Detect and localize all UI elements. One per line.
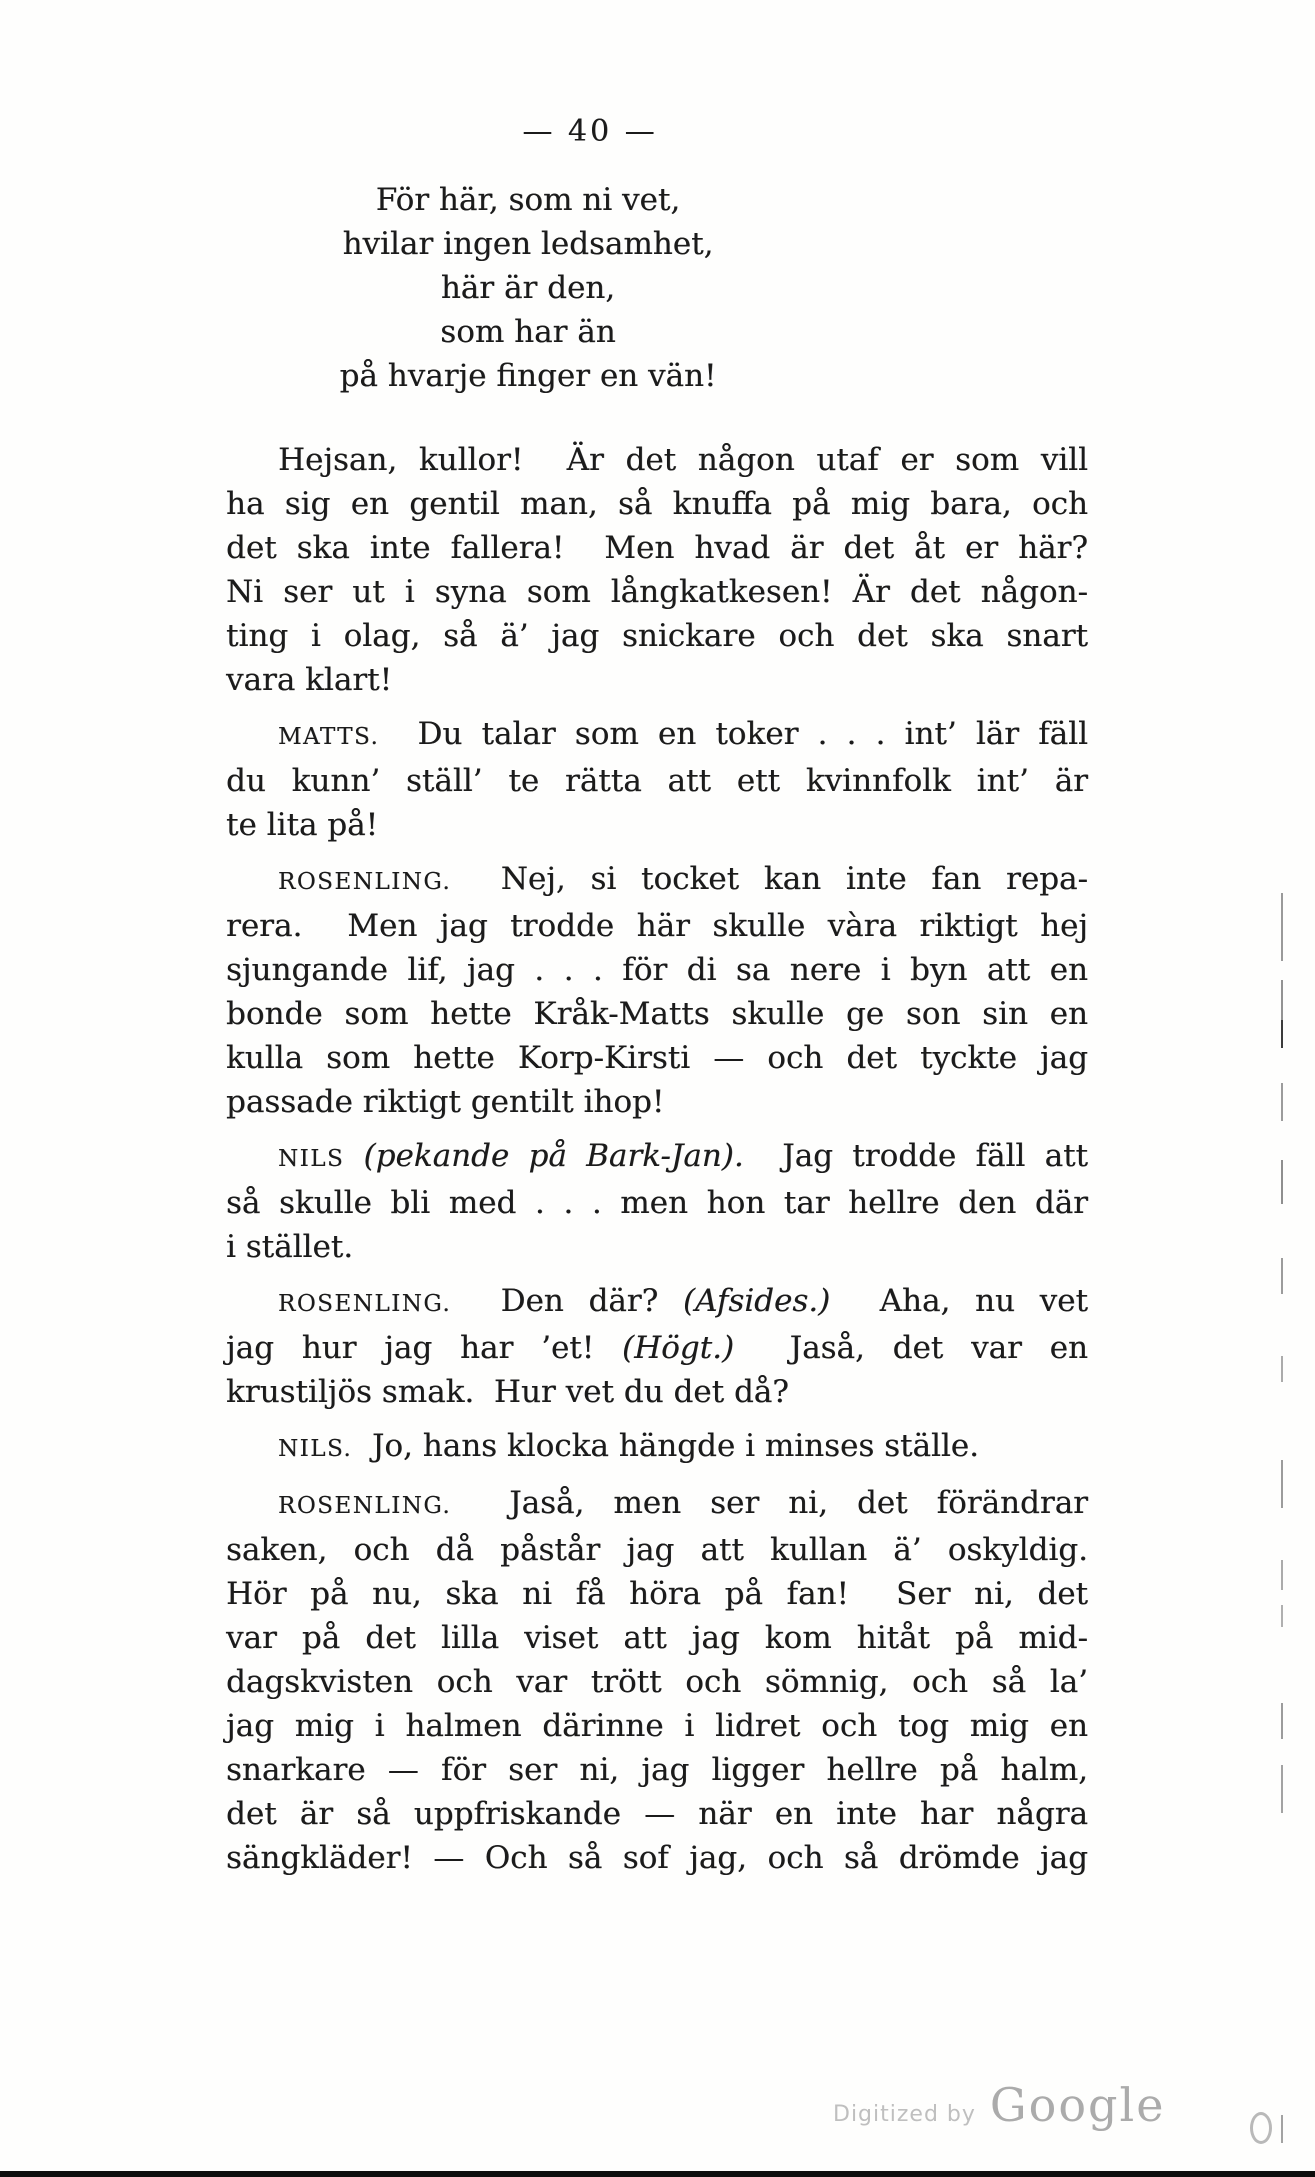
scan-edge-bar xyxy=(0,2171,1315,2177)
text-line xyxy=(226,1572,1088,1616)
text-line xyxy=(226,570,1088,614)
text-line xyxy=(226,1528,1088,1572)
text-line xyxy=(226,1660,1088,1704)
text-line xyxy=(226,1326,1088,1370)
verse-line: som har än xyxy=(440,314,616,350)
dialogue-text: jag hur jag har ’et! xyxy=(226,1330,623,1366)
verse-line: hvilar ingen ledsamhet, xyxy=(342,226,714,262)
dialogue-text: Jo, hans klocka hängde i minses ställe. xyxy=(352,1428,980,1464)
speaker-name: MATTS. xyxy=(278,724,380,750)
text-line xyxy=(226,658,1088,702)
dialogue-text: det är så uppfriskande — när en inte har några xyxy=(226,1796,1088,1832)
speech-rosenling-3 xyxy=(226,1481,1088,1880)
scan-artifact xyxy=(1281,1083,1283,1121)
dialogue-text: Hejsan, kullor! Är det någon utaf er som vill xyxy=(278,442,1088,478)
dialogue-text: rera. Men jag trodde här skulle vàra riktigt hej xyxy=(226,908,1088,944)
text-line xyxy=(226,1616,1088,1660)
text-line xyxy=(226,1792,1088,1836)
text-line xyxy=(226,992,1088,1036)
speech-rosenling-1 xyxy=(226,857,1088,1124)
dialogue-text: snarkare — för ser ni, jag ligger hellre på halm, xyxy=(226,1752,1088,1788)
dialogue-text: dagskvisten och var trött och sömnig, och så la’ xyxy=(226,1664,1088,1700)
text-line xyxy=(226,526,1088,570)
text-line xyxy=(226,857,1088,904)
verse-block xyxy=(208,178,848,398)
stage-direction: (pekande på Bark-Jan). xyxy=(344,1138,744,1174)
speaker-name: ROSENLING. xyxy=(278,1291,452,1317)
dialogue-text: var på det lilla viset att jag kom hitåt på mid- xyxy=(226,1620,1088,1656)
text-line xyxy=(226,1704,1088,1748)
scan-artifact xyxy=(1281,1258,1283,1294)
text-line xyxy=(226,1836,1088,1880)
scan-artifact xyxy=(1281,1160,1283,1204)
speaker-name: NILS xyxy=(278,1146,345,1172)
dialogue-text: jag mig i halmen därinne i lidret och tog mig en xyxy=(226,1708,1088,1744)
dialogue-text: det ska inte fallera! Men hvad är det åt er här? xyxy=(226,530,1088,566)
dialogue-text: Den där? xyxy=(451,1283,683,1319)
dialogue-text: Jaså, det var en xyxy=(734,1330,1088,1366)
dialogue-text: Du talar som en toker . . . int’ lär fäll xyxy=(379,716,1088,752)
dialogue-text: Jag trodde fäll att xyxy=(743,1138,1088,1174)
scan-artifact xyxy=(1281,2115,1283,2143)
dialogue-text: ha sig en gentil man, så knuffa på mig bara, och xyxy=(226,486,1088,522)
monologue-hejsan xyxy=(226,438,1088,702)
scan-artifact xyxy=(1281,1703,1283,1739)
dialogue-text: krustiljös smak. Hur vet du det då? xyxy=(226,1374,789,1410)
verse-line: här är den, xyxy=(440,270,616,306)
scan-artifact xyxy=(1281,1605,1283,1627)
dialogue-text: Hör på nu, ska ni få höra på fan! Ser ni, det xyxy=(226,1576,1088,1612)
text-line xyxy=(226,712,1088,759)
watermark xyxy=(833,2078,1165,2132)
dialogue-text: ting i olag, så ä’ jag snickare och det ska snart xyxy=(226,618,1088,654)
text-line xyxy=(226,1134,1088,1181)
dialogue-text: bonde som hette Kråk-Matts skulle ge son sin en xyxy=(226,996,1088,1032)
scan-artifact xyxy=(1281,1020,1283,1048)
dialogue-text: Nej, si tocket kan inte fan repa- xyxy=(451,861,1088,897)
page-number: — 40 — xyxy=(522,114,658,149)
text-line xyxy=(226,1181,1088,1225)
dialogue-text: kulla som hette Korp-Kirsti — och det tyckte jag xyxy=(226,1040,1088,1076)
scan-smudge xyxy=(1250,2112,1272,2144)
text-line xyxy=(226,1225,1088,1269)
text-line xyxy=(226,948,1088,992)
scan-artifact xyxy=(1281,980,1283,1020)
text-line xyxy=(226,1424,1088,1471)
speech-rosenling-2 xyxy=(226,1279,1088,1414)
dialogue-text: du kunn’ ställ’ te rätta att ett kvinnfolk int’ är xyxy=(226,763,1088,799)
text-line xyxy=(226,1279,1088,1326)
scan-artifact xyxy=(1281,1765,1283,1813)
scan-artifact xyxy=(1281,1356,1283,1382)
speech-nils-2 xyxy=(226,1424,1088,1471)
dialogue-text: så skulle bli med . . . men hon tar hellre den där xyxy=(226,1185,1088,1221)
text-line xyxy=(226,1481,1088,1528)
dialogue-text: saken, och då påstår jag att kullan ä’ oskyldig. xyxy=(226,1532,1088,1568)
speaker-name: ROSENLING. xyxy=(278,869,452,895)
speech-matts-1 xyxy=(226,712,1088,847)
scan-artifact xyxy=(1281,1460,1283,1508)
text-line xyxy=(226,1080,1088,1124)
speech-nils-1 xyxy=(226,1134,1088,1269)
text-line xyxy=(226,1036,1088,1080)
dialogue-text: Aha, nu vet xyxy=(830,1283,1088,1319)
dialogue-text: sjungande lif, jag . . . för di sa nere i byn att en xyxy=(226,952,1088,988)
stage-direction: (Afsides.) xyxy=(682,1283,831,1319)
speaker-name: NILS. xyxy=(278,1436,353,1462)
dialogue-text: vara klart! xyxy=(226,662,393,698)
text-line xyxy=(226,904,1088,948)
dialogue-text: Jaså, men ser ni, det förändrar xyxy=(451,1485,1088,1521)
text-line xyxy=(226,438,1088,482)
text-line xyxy=(226,482,1088,526)
text-line xyxy=(226,1370,1088,1414)
dialogue-text: i stället. xyxy=(226,1229,354,1265)
digitized-by-text: Digitized by xyxy=(833,2102,976,2127)
stage-direction: (Högt.) xyxy=(622,1330,735,1366)
text-line xyxy=(226,614,1088,658)
text-line xyxy=(226,759,1088,803)
dialogue-text: sängkläder! — Och så sof jag, och så drömde jag xyxy=(226,1840,1088,1876)
text-line xyxy=(226,803,1088,847)
google-logo: Google xyxy=(989,2078,1166,2132)
dialogue-text: te lita på! xyxy=(226,807,379,843)
verse-line: För här, som ni vet, xyxy=(375,182,681,218)
scan-artifact xyxy=(1281,893,1283,961)
scan-artifact xyxy=(1281,1560,1283,1590)
text-line xyxy=(226,1748,1088,1792)
dialogue-block xyxy=(226,438,1088,1890)
dialogue-text: Ni ser ut i syna som långkatkesen! Är det någon- xyxy=(226,574,1088,610)
dialogue-text: passade riktigt gentilt ihop! xyxy=(226,1084,665,1120)
verse-line: på hvarje finger en vän! xyxy=(339,358,717,394)
speaker-name: ROSENLING. xyxy=(278,1493,452,1519)
